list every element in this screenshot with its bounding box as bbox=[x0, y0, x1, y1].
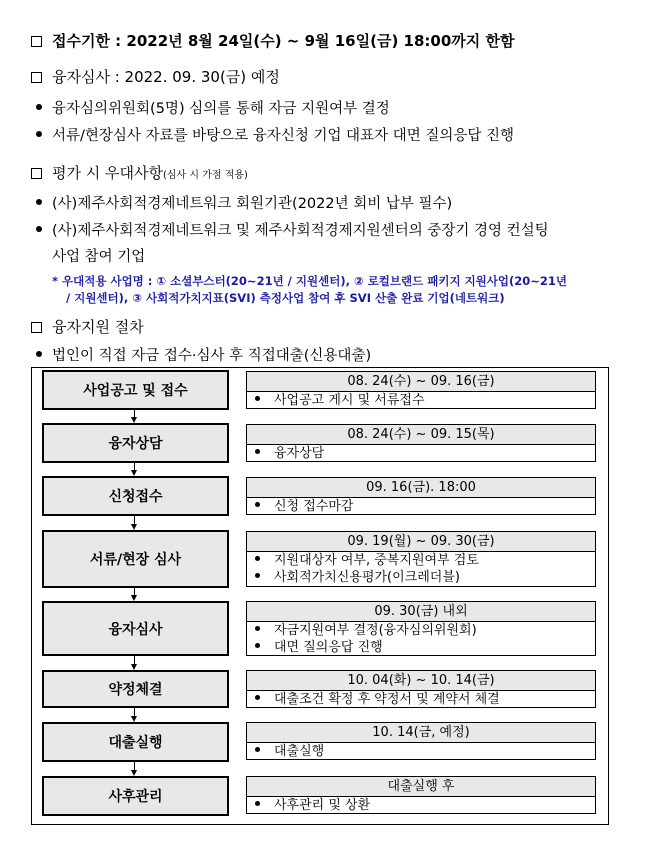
flow-step-info bbox=[246, 601, 596, 656]
flow-step-period: 09. 30(금) 내외 bbox=[247, 602, 595, 622]
flow-step-label: 융자상담 bbox=[108, 436, 163, 452]
flow-step-info bbox=[246, 776, 596, 814]
deadline-heading bbox=[31, 30, 514, 51]
bullet-icon bbox=[255, 747, 260, 752]
checkbox-square-icon bbox=[31, 72, 42, 83]
bullet-icon bbox=[255, 573, 260, 578]
flow-step bbox=[42, 601, 229, 656]
flow-step bbox=[42, 476, 229, 516]
flow-arrow-line bbox=[134, 708, 135, 716]
flow-step-item-text: 지원대상자 여부, 중복지원여부 검토 bbox=[274, 553, 479, 568]
flow-step-period: 09. 16(금). 18:00 bbox=[247, 478, 595, 498]
bullet-icon bbox=[255, 626, 260, 631]
flow-arrow-line bbox=[134, 410, 135, 417]
flow-step-item bbox=[247, 498, 595, 515]
flow-step-period: 10. 14(금, 예정) bbox=[247, 723, 595, 743]
preference-heading bbox=[31, 162, 248, 183]
flow-step-item-text: 융자상담 bbox=[274, 446, 325, 461]
bullet-icon bbox=[255, 695, 260, 700]
flow-arrow-line bbox=[134, 463, 135, 470]
list-item-text: 서류/현장심사 자료를 바탕으로 융자신청 기업 대표자 대면 질의응답 진행 bbox=[52, 128, 514, 144]
flow-step-item bbox=[247, 691, 595, 708]
flow-step-item bbox=[247, 392, 595, 409]
checkbox-square-icon bbox=[31, 36, 42, 47]
flow-step-info bbox=[246, 424, 596, 462]
bullet-icon bbox=[36, 131, 42, 137]
flow-step bbox=[42, 722, 229, 762]
flow-step-label: 서류/현장 심사 bbox=[89, 552, 182, 568]
flow-step-item bbox=[247, 639, 595, 656]
list-item-text: (사)제주사회적경제네트워크 회원기관(2022년 회비 납부 필수) bbox=[52, 196, 453, 212]
preference-title: 평가 시 우대사항 bbox=[52, 164, 163, 182]
flow-step-item-text: 신청 접수마감 bbox=[274, 499, 354, 514]
flow-step-period: 대출실행 후 bbox=[247, 777, 595, 797]
list-item-text: 법인이 직접 자금 접수·심사 후 직접대출(신용대출) bbox=[52, 348, 372, 364]
flow-step-period: 08. 24(수) ~ 09. 16(금) bbox=[247, 372, 595, 392]
screening-heading bbox=[31, 66, 280, 87]
flow-step-item bbox=[247, 552, 595, 569]
flow-step bbox=[42, 776, 229, 816]
list-item bbox=[36, 192, 452, 213]
flow-step-period: 08. 24(수) ~ 09. 15(목) bbox=[247, 425, 595, 445]
bullet-icon bbox=[255, 396, 260, 401]
list-item-text: (사)제주사회적경제네트워크 및 제주사회적경제지원센터의 중장기 경영 컨설팅 bbox=[52, 223, 549, 239]
flow-step-info bbox=[246, 722, 596, 760]
flow-step-info bbox=[246, 531, 596, 587]
list-item-text: 사업 참여 기업 bbox=[52, 249, 146, 265]
bullet-icon bbox=[36, 104, 42, 110]
bullet-icon bbox=[255, 449, 260, 454]
flow-step-label: 대출실행 bbox=[108, 735, 163, 751]
flow-step-item-text: 사회적가치신용평가(이크레더블) bbox=[274, 570, 460, 585]
flow-step-item-text: 대면 질의응답 진행 bbox=[274, 640, 383, 655]
list-item bbox=[36, 97, 390, 118]
flow-step-item-text: 사후관리 및 상환 bbox=[274, 798, 371, 813]
flow-step-item bbox=[247, 445, 595, 462]
flow-step-label: 사업공고 및 접수 bbox=[83, 383, 188, 399]
flow-step bbox=[42, 670, 229, 708]
flow-step-label: 사후관리 bbox=[108, 789, 163, 805]
flow-step bbox=[42, 370, 229, 410]
flow-step-info bbox=[246, 477, 596, 515]
preference-note-line2: / 지원센터), ③ 사회적가치지표(SVI) 측정사업 참여 후 SVI 산출 완료 기업(네트워크) bbox=[66, 291, 505, 305]
flow-arrow-line bbox=[134, 762, 135, 770]
flow-step-item-text: 대출실행 bbox=[274, 744, 325, 759]
bullet-icon bbox=[36, 199, 42, 205]
list-item bbox=[36, 124, 514, 145]
flow-step-period: 09. 19(월) ~ 09. 30(금) bbox=[247, 532, 595, 552]
flow-step bbox=[42, 530, 229, 588]
flow-arrow-line bbox=[134, 516, 135, 524]
procedure-heading bbox=[31, 316, 144, 337]
flow-step-period: 10. 04(화) ~ 10. 14(금) bbox=[247, 671, 595, 691]
flow-step-label: 신청접수 bbox=[108, 489, 163, 505]
flow-step-item bbox=[247, 797, 595, 814]
flow-step bbox=[42, 423, 229, 463]
list-item-text: 융자심의위원회(5명) 심의를 통해 자금 지원여부 결정 bbox=[52, 101, 390, 117]
list-item-continuation bbox=[52, 245, 145, 266]
list-item bbox=[36, 219, 549, 240]
procedure-title: 융자지원 절차 bbox=[52, 318, 144, 336]
flow-arrow-line bbox=[134, 588, 135, 595]
flow-step-item bbox=[247, 622, 595, 639]
flow-step-item-text: 자금지원여부 결정(융자심의위원회) bbox=[274, 623, 477, 638]
flow-step-item-text: 사업공고 게시 및 서류접수 bbox=[274, 393, 425, 408]
flow-arrow-line bbox=[134, 656, 135, 664]
list-item bbox=[36, 344, 371, 365]
flow-step-item bbox=[247, 569, 595, 586]
flow-step-item bbox=[247, 743, 595, 760]
bullet-icon bbox=[255, 556, 260, 561]
flow-step-info bbox=[246, 371, 596, 409]
preference-note-line1: * 우대적용 사업명 : ① 소셜부스터(20~21년 / 지원센터), ② 로컬브랜드 패키지 지원사업(20~21년 bbox=[52, 274, 568, 288]
flow-step-info bbox=[246, 670, 596, 708]
flow-step-item-text: 대출조건 확정 후 약정서 및 계약서 체결 bbox=[274, 692, 500, 707]
bullet-icon bbox=[36, 226, 42, 232]
bullet-icon bbox=[36, 351, 42, 357]
screening-title: 융자심사 : 2022. 09. 30(금) 예정 bbox=[52, 68, 280, 86]
flow-step-label: 약정체결 bbox=[108, 682, 163, 698]
flow-step-label: 융자심사 bbox=[108, 621, 163, 638]
bullet-icon bbox=[255, 643, 260, 648]
checkbox-square-icon bbox=[31, 322, 42, 333]
bullet-icon bbox=[255, 801, 260, 806]
deadline-text: 접수기한 : 2022년 8월 24일(수) ~ 9월 16일(금) 18:00까지 한함 bbox=[52, 32, 515, 50]
checkbox-square-icon bbox=[31, 168, 42, 179]
preference-title-note: (심사 시 가점 적용) bbox=[162, 170, 248, 181]
bullet-icon bbox=[255, 502, 260, 507]
